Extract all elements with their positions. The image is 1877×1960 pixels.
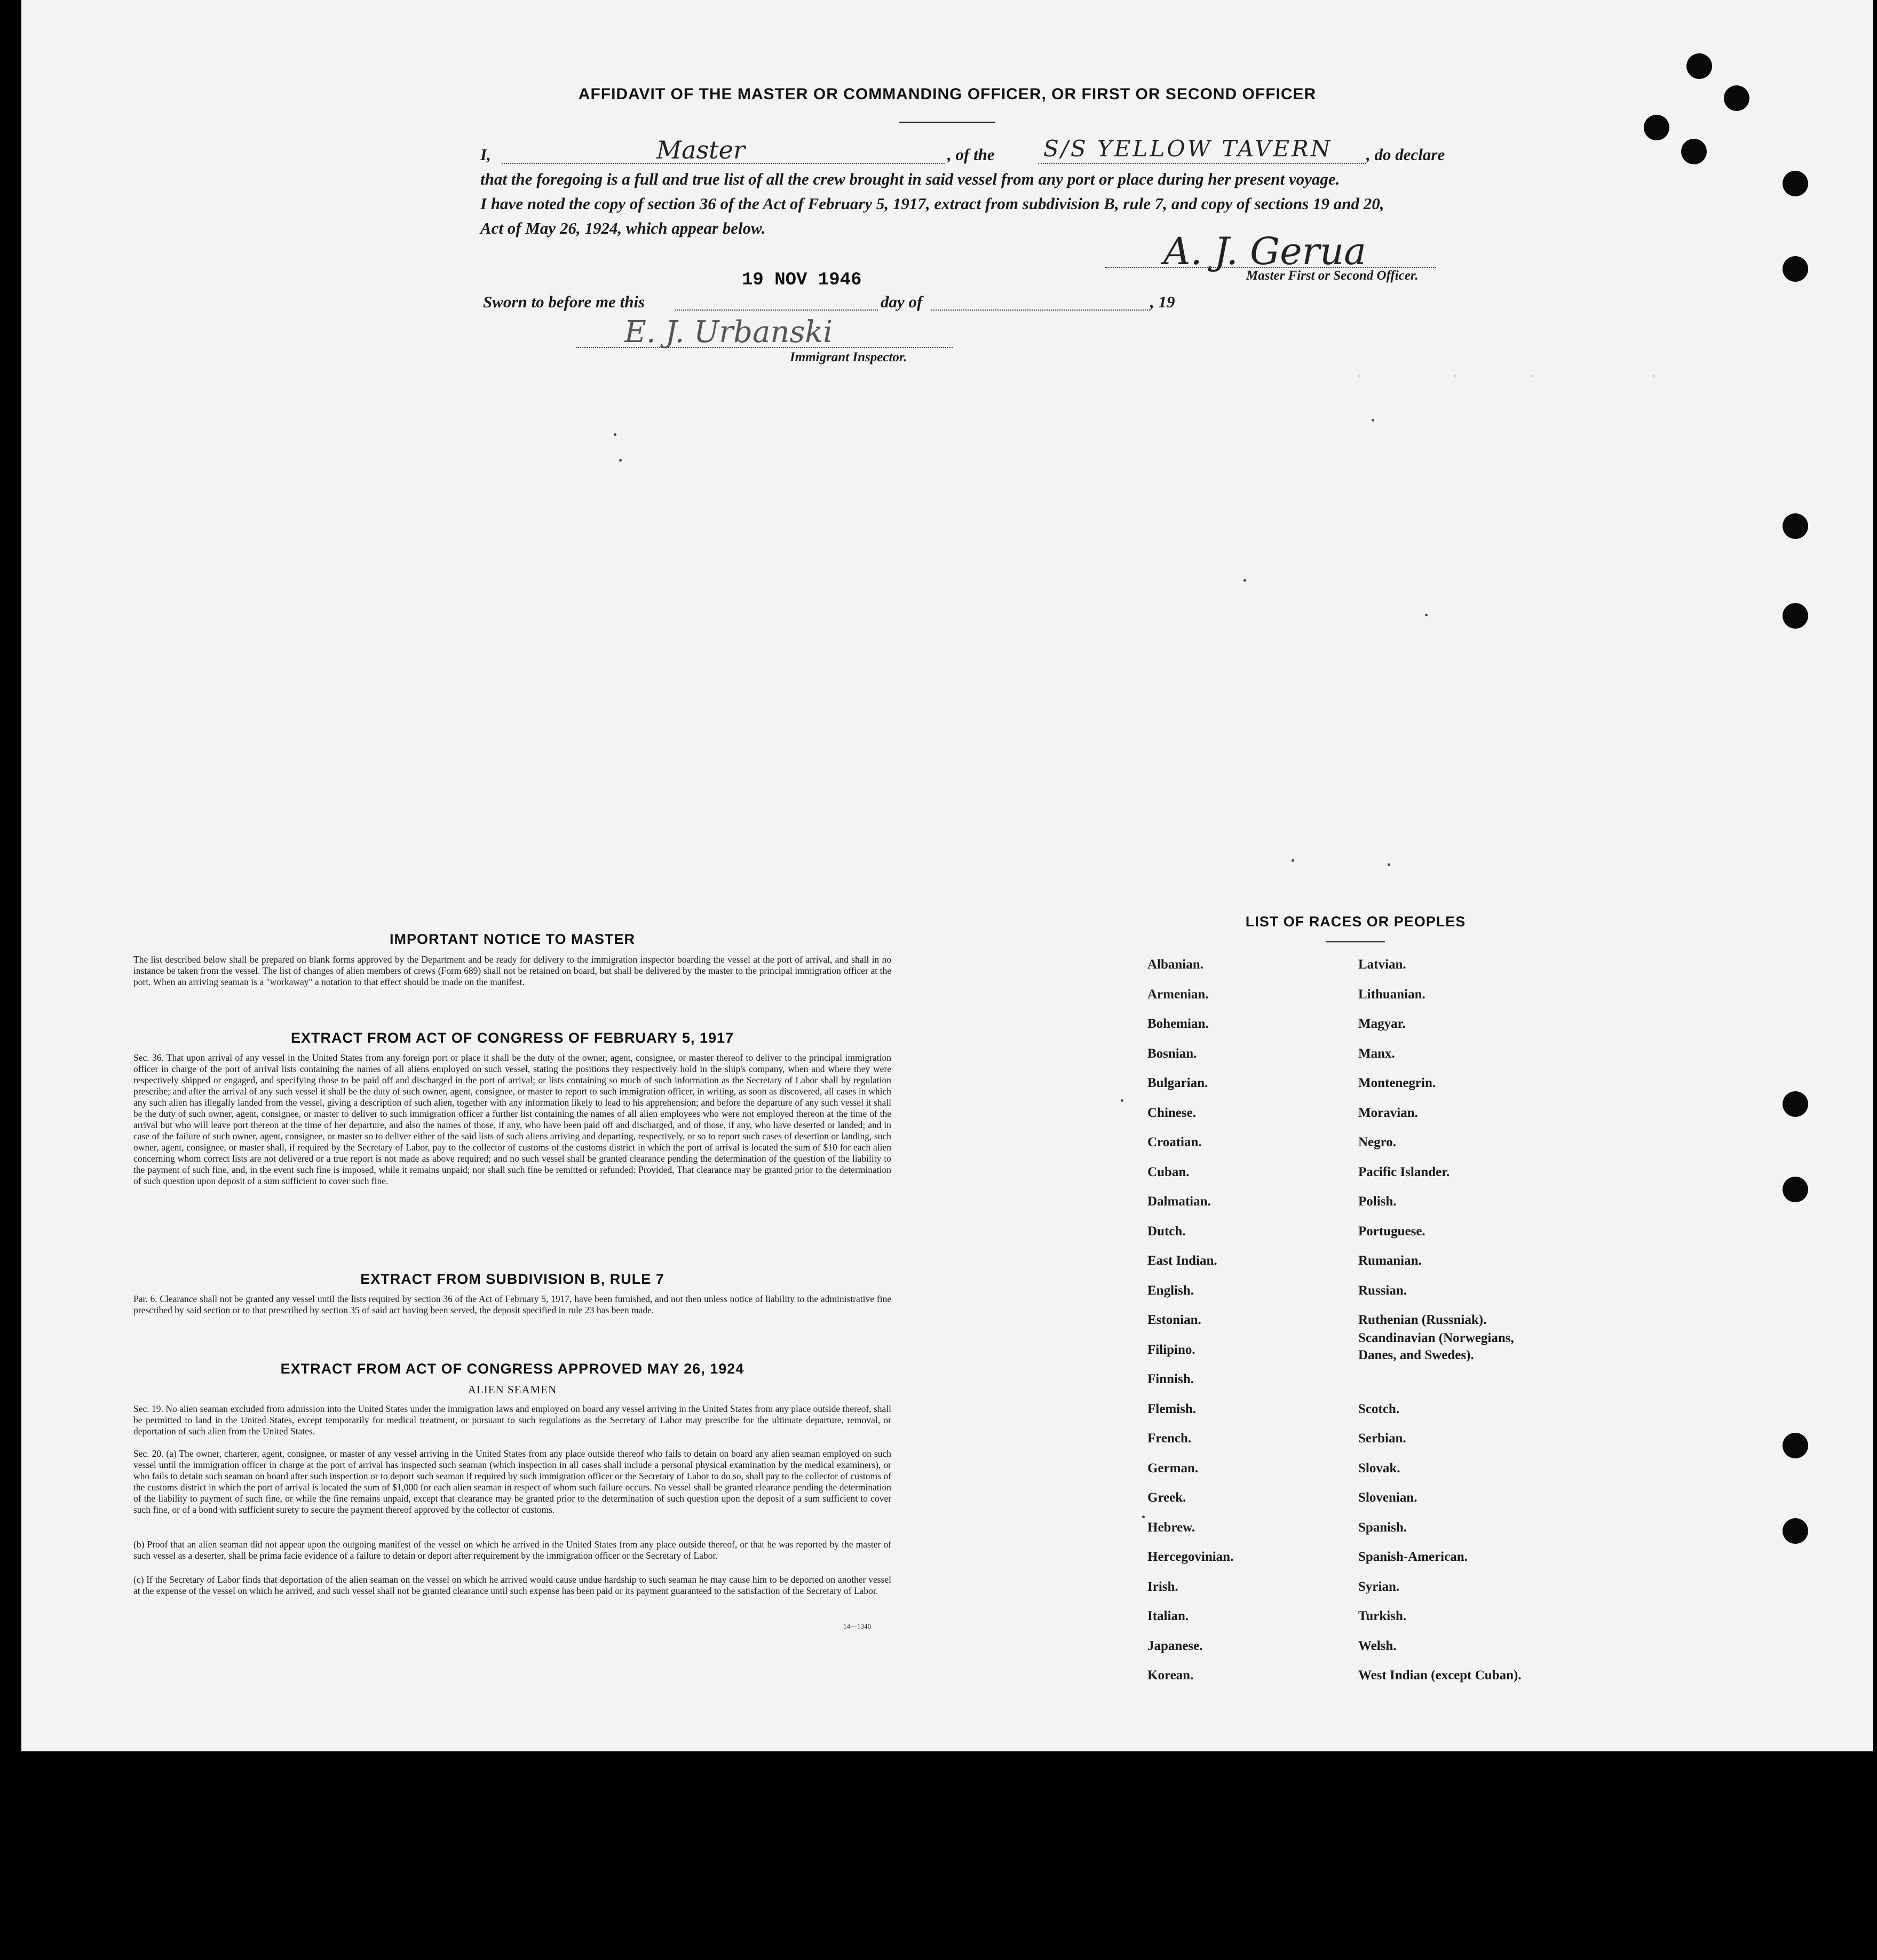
sworn-text: Sworn to before me this [483,292,645,311]
sec20b-text: (b) Proof that an alien seaman did not appear upon the outgoing manifest of the vessel on which he arrived in the United States from any place outside thereof, or that he was reported by the master of such vessel as a deserter, shall be prima facie evidence of a failure to detain or deport after requirement by the immigration officer or the Secretary of Labor. [133,1539,891,1561]
sworn-year: , 19 [1150,292,1175,311]
speck [1292,859,1294,862]
punch-hole [1686,53,1712,79]
race-item: Moravian. [1358,1105,1418,1120]
race-item: French. [1147,1431,1192,1446]
extract-1917-title: EXTRACT FROM ACT OF CONGRESS OF FEBRUARY 5, 1917 [290,1030,734,1046]
speck [1425,614,1428,616]
race-item: Ruthenian (Russniak). [1358,1313,1487,1327]
notice-text: The list described below shall be prepared on blank forms approved by the Department and be ready for delivery to the immigration inspector boarding the vessel at the port of arrival, and shall in no instance be taken from the vessel. The list of changes of alien members of crews (Form 689) shall not be retained on board, but shall be delivered by the master to the principal immigration officer at the port. When an arriving seaman is a "workaway" a notation to that effect should be made on the manifest. [133,954,891,987]
affidavit-do-declare: , do declare [1366,145,1445,164]
race-item: Latvian. [1358,957,1406,972]
race-item: Serbian. [1358,1431,1406,1446]
race-item: East Indian. [1147,1253,1217,1268]
punch-hole [1783,603,1808,629]
sworn-day-blank [675,310,878,311]
race-item: Pacific Islander. [1358,1164,1450,1179]
affidavit-title: AFFIDAVIT OF THE MASTER OR COMMANDING OFFICER, OR FIRST OR SECOND OFFICER [578,85,1317,103]
race-item: Portuguese. [1358,1224,1425,1239]
race-item: Hebrew. [1147,1520,1195,1535]
speck [619,459,622,462]
race-item: Negro. [1358,1135,1397,1149]
date-stamp: 19 NOV 1946 [742,270,862,290]
race-item: German. [1147,1461,1199,1475]
speck [1244,579,1246,582]
speck [1121,1099,1123,1102]
race-item: Chinese. [1147,1105,1196,1120]
race-item: Polish. [1358,1194,1397,1209]
alien-seamen-subtitle: ALIEN SEAMEN [468,1383,557,1396]
affidavit-line-3: I have noted the copy of section 36 of the Act of February 5, 1917, extract from subdivision B, rule 7, and copy of sections 19 and 20, [480,194,1384,213]
race-item: Armenian. [1147,987,1209,1002]
race-item: Croatian. [1147,1135,1202,1149]
sec20a-text: Sec. 20. (a) The owner, charterer, agent, consignee, or master of any vessel arriving in the United States from any place outside thereof who fails to detain on board any alien seaman employed on such vessel until the immigration officer in charge at the port of arrival has inspected such seaman (which inspection in all cases shall include a personal physical examination by the medical examiners), or who fails to detain such seaman on board after such inspection or to deport such seaman if required by such immigration officer or the Secretary of Labor to do so, shall pay to the collector of customs of the customs district in which the port of arrival is located the sum of $1,000 for each alien seaman in respect of whom such failure occurs. No vessel shall be granted clearance pending the determination of the liability to payment of such fine, or while the fine remains unpaid, except that clearance may be granted prior to the determination of such question upon the deposit of a sum sufficient to cover such fine, or of a bond with sufficient surety to secure the payment thereof approved by the collector of customs. [133,1448,891,1515]
race-item: Albanian. [1147,957,1203,972]
sec19-text: Sec. 19. No alien seaman excluded from admission into the United States under the immigration laws and employed on board any vessel arriving in the United States from any place outside thereof, shall be permitted to land in the United States, except temporarily for medical treatment, or pursuant to such regulations as the Secretary of Labor may prescribe for the ultimate departure, removal, or deportation of such alien from the United States. [133,1403,891,1437]
race-item: Dalmatian. [1147,1194,1211,1209]
rule7-text: Par. 6. Clearance shall not be granted any vessel until the lists required by section 36 of the Act of February 5, 1917, have been furnished, and not then unless notice of liability to the administrative fine prescribed by said section or to that prescribed by section 35 of said act having been served, the deposit specified in rule 23 has been made. [133,1294,891,1315]
bleed-through: . . . . [1356,368,1657,380]
speck [1372,419,1374,422]
title-rule [899,122,995,123]
race-item: Scandinavian (Norwegians, [1358,1330,1514,1345]
race-item: Dutch. [1147,1224,1186,1239]
punch-hole [1783,1518,1808,1544]
affidavit-i: I, [480,145,491,164]
speck [1142,1515,1145,1518]
race-item: Syrian. [1358,1579,1400,1594]
document-page [21,0,1873,1751]
punch-hole [1783,1177,1808,1202]
race-item: Welsh. [1358,1638,1397,1653]
punch-hole [1783,1091,1808,1117]
races-title: LIST OF RACES OR PEOPLES [1245,914,1466,930]
race-item: Montenegrin. [1358,1076,1436,1090]
handwritten-rank: Master [656,136,745,164]
form-number: 14—1340 [843,1622,871,1630]
affidavit-of-the: , of the [947,145,995,164]
race-item: Hercegovinian. [1147,1550,1234,1564]
race-item: Russian. [1358,1283,1407,1298]
punch-hole [1783,256,1808,282]
race-item: Estonian. [1147,1313,1201,1327]
races-rule [1326,941,1385,942]
race-item: Lithuanian. [1358,987,1425,1002]
sworn-month-blank [931,310,1150,311]
race-item: Flemish. [1147,1401,1196,1416]
race-item: Greek. [1147,1490,1186,1505]
scan-border [0,1751,1877,1960]
race-item: Manx. [1358,1046,1395,1061]
race-item: Japanese. [1147,1638,1203,1653]
punch-hole [1681,139,1707,164]
sworn-day-of: day of [881,292,923,311]
race-item: Italian. [1147,1609,1189,1623]
inspector-signature: E. J. Urbanski [624,315,833,350]
rule7-title: EXTRACT FROM SUBDIVISION B, RULE 7 [360,1271,664,1287]
speck [1388,863,1390,866]
punch-hole [1783,1433,1808,1458]
inspector-caption: Immigrant Inspector. [790,350,907,364]
race-item: Bohemian. [1147,1017,1209,1031]
extract-1917-text: Sec. 36. That upon arrival of any vessel in the United States from any foreign port or place it shall be the duty of the owner, agent, consignee, or master thereof to deliver to the principal immigration officer in charge of the port of arrival lists containing the names of all aliens employed on such vessel, stating the positions they respectively hold in the ship's company, when and where they were respectively shipped or engaged, and specifying those to be paid off and discharged in the port of arrival; or lists containing so much of such information as the Secretary of Labor shall by regulation prescribe; and after the arrival of any such vessel it shall be the duty of such owner, agent, consignee, or master to report to such immigration officer, in writing, as soon as discovered, all cases in which any such alien has illegally landed from the vessel, giving a description of such alien, together with any information likely to lead to his apprehension; and before the departure of any such vessel it shall be the duty of such owner, agent, consignee, or master to deliver to such immigration officer a further list containing the names of all alien employees who were not employed thereon at the time of the arrival but who will leave port thereon at the time of her departure, and also the names of those, if any, who have been paid off and discharged, and of those, if any, who have deserted or landed; and in case of the failure of such owner, agent, consignee, or master so to deliver either of the said lists of such aliens arriving and departing, respectively, or so to report such cases of desertion or landing, such owner, agent, consignee, or master shall, if required by the Secretary of Labor, pay to the collector of customs of the customs district in which the port of arrival is located the sum of $10 for each alien concerning whom correct lists are not delivered or a true report is not made as above required; and no such vessel shall be granted clearance pending the determination of the question of the liability to the payment of such fine, and, in the event such fine is imposed, while it remains unpaid; nor shall such fine be remitted or refunded: Provided, That clearance may be granted prior to the determination of such question upon deposit of a sum sufficient to cover such fine. [133,1052,891,1186]
race-item: West Indian (except Cuban). [1358,1668,1522,1683]
race-item: English. [1147,1283,1194,1298]
race-item: Turkish. [1358,1609,1407,1623]
handwritten-vessel: S/S YELLOW TAVERN [1043,136,1333,162]
speck [614,433,616,436]
race-item: Rumanian. [1358,1253,1422,1268]
race-item: Slovak. [1358,1461,1400,1475]
race-item: Bosnian. [1147,1046,1197,1061]
affidavit-line-2: that the foregoing is a full and true list of all the crew brought in said vessel from any port or place during her present voyage. [480,170,1340,188]
sec20c-text: (c) If the Secretary of Labor finds that deportation of the alien seaman on the vessel on which he arrived would cause undue hardship to such seaman he may cause him to be deported on another vessel at the expense of the vessel on which he arrived, and such vessel shall not be granted clearance until such expense has been paid or its payment guaranteed to the satisfaction of the Secretary of Labor. [133,1574,891,1596]
punch-hole [1644,115,1669,140]
signature-caption: Master First or Second Officer. [1246,268,1419,283]
race-item: Bulgarian. [1147,1076,1208,1090]
race-item: Irish. [1147,1579,1178,1594]
punch-hole [1783,513,1808,539]
extract-1924-title: EXTRACT FROM ACT OF CONGRESS APPROVED MAY 26, 1924 [280,1361,745,1377]
race-item: Korean. [1147,1668,1194,1683]
punch-hole [1783,171,1808,196]
race-item: Magyar. [1358,1017,1406,1031]
race-item: Spanish. [1358,1520,1407,1535]
race-item: Danes, and Swedes). [1358,1347,1474,1362]
race-item: Spanish-American. [1358,1550,1468,1564]
affidavit-line-4: Act of May 26, 1924, which appear below. [480,219,766,237]
master-signature: A. J. Gerua [1163,229,1366,273]
notice-title: IMPORTANT NOTICE TO MASTER [390,931,635,947]
race-item: Slovenian. [1358,1490,1417,1505]
race-item: Filipino. [1147,1342,1195,1357]
race-item: Finnish. [1147,1372,1194,1386]
race-item: Cuban. [1147,1164,1190,1179]
race-item: Scotch. [1358,1401,1400,1416]
vessel-blank [1038,163,1366,164]
